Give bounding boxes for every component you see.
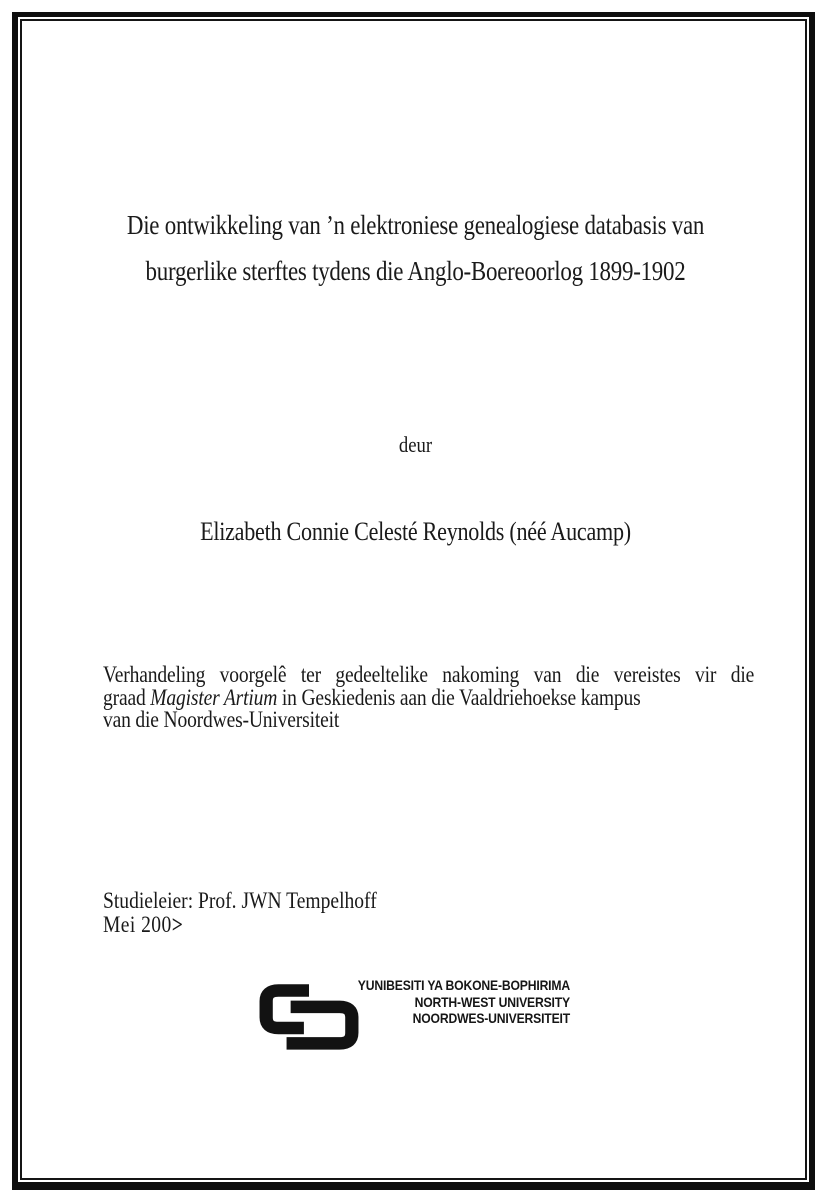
declaration-line3: van die Noordwes-Universiteit: [103, 707, 340, 732]
declaration-line1: Verhandeling voorgelê ter gedeeltelike nakoming van die vereistes vir die: [103, 662, 755, 687]
logo-line-english: NORTH-WEST UNIVERSITY: [414, 993, 570, 1010]
supervisor-line: Studieleier: Prof. JWN Tempelhoff: [103, 888, 377, 913]
degree-declaration: [103, 664, 754, 732]
thesis-title-line1: Die ontwikkeling van ’n elektroniese genealogiese databasis van: [126, 210, 705, 240]
logo-line-setswana: YUNIBESITI YA BOKONE-BOPHIRIMA: [357, 977, 570, 993]
thesis-title: [62, 202, 768, 294]
degree-name-italic: Magister Artium: [150, 684, 278, 710]
date-line: [103, 912, 183, 938]
declaration-line2: [103, 684, 754, 710]
logo-line-afrikaans: NOORDWES-UNIVERSITEIT: [412, 1010, 570, 1027]
author-name: Elizabeth Connie Celesté Reynolds (néé Aucamp): [200, 517, 631, 546]
declaration-line2-pre: graad: [103, 684, 151, 710]
date-seven-glyph: >: [171, 911, 184, 938]
university-logo-text: [309, 977, 570, 1027]
declaration-line2-post: in Geskiedenis aan die Vaaldriehoekse kampus: [277, 684, 641, 710]
date-prefix: Mei 200: [103, 912, 172, 937]
byline-deur: deur: [398, 432, 433, 457]
thesis-title-line2: burgerlike sterftes tydens die Anglo-Boereoorlog 1899-1902: [145, 256, 686, 286]
